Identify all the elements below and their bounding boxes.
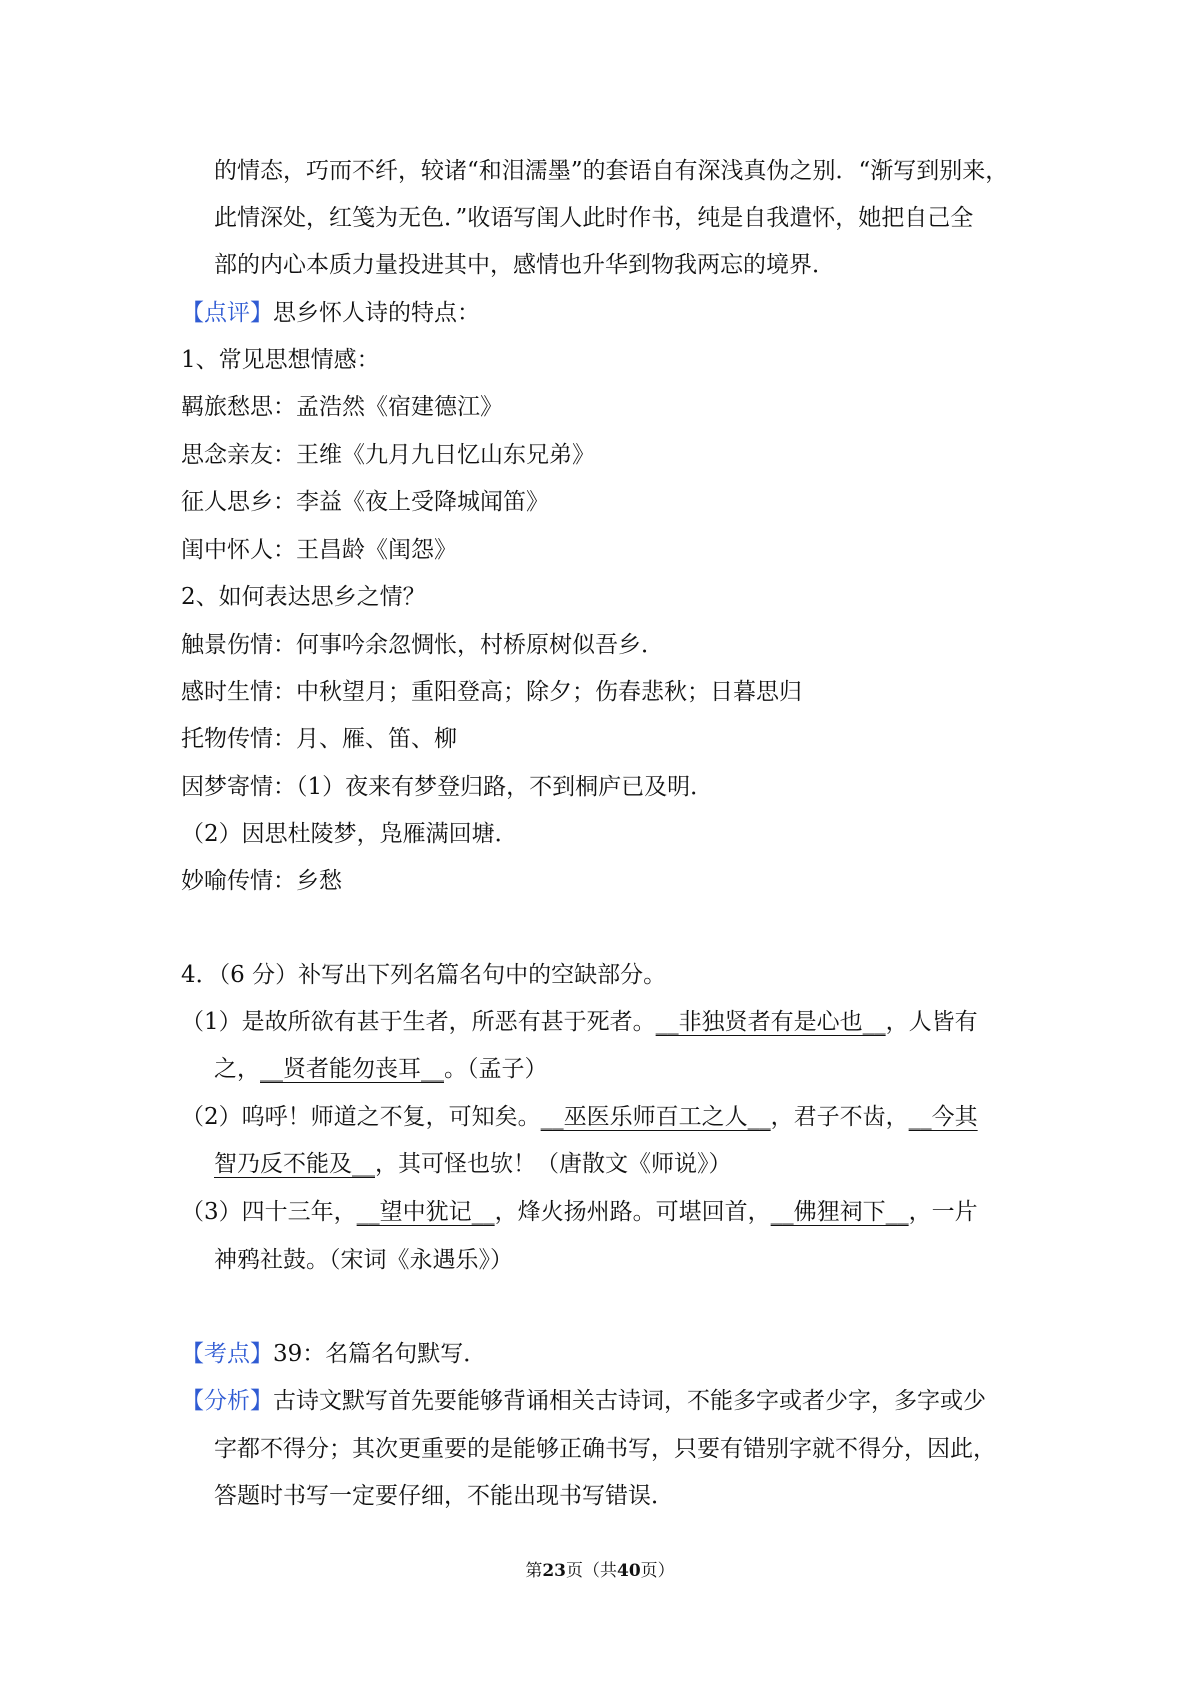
answer-blank: 智乃反不能及__ <box>214 1151 375 1177</box>
footer-text: 页（共 <box>566 1561 617 1581</box>
current-page-number: 23 <box>542 1561 566 1581</box>
comment-title: 思乡怀人诗的特点： <box>273 300 480 326</box>
question-1-text: ，人皆有 <box>885 1009 978 1035</box>
answer-blank: __今其 <box>908 1104 978 1130</box>
footer-text: 页） <box>640 1561 675 1581</box>
question-3-text: （3）四十三年， <box>181 1199 357 1225</box>
comment-item: 闺中怀人：王昌龄《闺怨》 <box>181 537 457 563</box>
question-1-line-2 <box>214 1054 548 1084</box>
question-1-text: 。（孟子） <box>444 1056 548 1082</box>
comment-item: （2）因思杜陵梦，凫雁满回塘． <box>181 821 518 847</box>
answer-blank: __非独贤者有是心也__ <box>655 1009 886 1035</box>
fenxi-line-2: 字都不得分；其次更重要的是能够正确书写，只要有错别字就不得分，因此， <box>214 1436 996 1462</box>
question-1-text: （1）是故所欲有甚于生者，所恶有甚于死者。 <box>181 1009 656 1035</box>
question-2-text: ，其可怪也欤！（唐散文《师说》） <box>375 1151 732 1177</box>
comment-item: 妙喻传情：乡愁 <box>181 868 342 894</box>
question-3-text: ，烽火扬州路。可堪回首， <box>494 1199 771 1225</box>
comment-item: 思念亲友：王维《九月九日忆山东兄弟》 <box>181 442 595 468</box>
analysis-continuation-line-1: 的情态，巧而不纤，较诸“和泪濡墨”的套语自有深浅真伪之别．“渐写到别来， <box>214 158 1009 184</box>
question-2-text: （2）呜呼！师道之不复，可知矣。 <box>181 1104 541 1130</box>
question-stem: 4．（6 分）补写出下列名篇名句中的空缺部分。 <box>181 962 667 988</box>
page-footer <box>0 1556 1200 1581</box>
answer-blank: __贤者能勿丧耳__ <box>260 1056 444 1082</box>
comment-item: 征人思乡：李益《夜上受降城闻笛》 <box>181 489 549 515</box>
question-3-line-2: 神鸦社鼓。（宋词《永遇乐》） <box>214 1247 513 1273</box>
question-2-line-1 <box>181 1102 978 1132</box>
answer-blank: __巫医乐师百工之人__ <box>540 1104 771 1130</box>
comment-item: 羁旅愁思：孟浩然《宿建德江》 <box>181 394 503 420</box>
question-1-text: 之， <box>214 1056 260 1082</box>
question-2-text: ，君子不齿， <box>770 1104 909 1130</box>
comment-item: 托物传情：月、雁、笛、柳 <box>181 726 457 752</box>
answer-blank: __佛狸祠下__ <box>770 1199 909 1225</box>
question-2-line-2 <box>214 1149 732 1179</box>
comment-heading <box>181 298 480 328</box>
comment-item: 触景伤情：何事吟余忽惆怅，村桥原树似吾乡． <box>181 632 664 658</box>
kaodian-line <box>181 1339 486 1369</box>
total-page-number: 40 <box>617 1561 641 1581</box>
kaodian-text: 39：名篇名句默写． <box>273 1341 487 1367</box>
analysis-continuation-line-3: 部的内心本质力量投进其中，感情也升华到物我两忘的境界． <box>214 252 835 278</box>
comment-subheading-2: 2、如何表达思乡之情？ <box>181 584 426 610</box>
kaodian-tag: 【考点】 <box>181 1341 273 1367</box>
question-3-text: ，一片 <box>908 1199 978 1225</box>
question-3-line-1 <box>181 1197 978 1227</box>
comment-subheading-1: 1、常见思想情感： <box>181 347 380 373</box>
comment-tag: 【点评】 <box>181 300 273 326</box>
fenxi-text: 古诗文默写首先要能够背诵相关古诗词，不能多字或者少字，多字或少 <box>273 1388 986 1414</box>
comment-item: 因梦寄情：（1）夜来有梦登归路，不到桐庐已及明． <box>181 774 714 800</box>
answer-blank: __望中犹记__ <box>356 1199 495 1225</box>
fenxi-line-1 <box>181 1386 986 1416</box>
footer-text: 第 <box>525 1561 543 1581</box>
comment-item: 感时生情：中秋望月；重阳登高；除夕；伤春悲秋；日暮思归 <box>181 679 802 705</box>
analysis-continuation-line-2: 此情深处，红笺为无色．”收语写闺人此时作书，纯是自我遣怀，她把自己全 <box>214 205 974 231</box>
question-1-line-1 <box>181 1007 978 1037</box>
fenxi-tag: 【分析】 <box>181 1388 273 1414</box>
fenxi-line-3: 答题时书写一定要仔细，不能出现书写错误． <box>214 1483 674 1509</box>
